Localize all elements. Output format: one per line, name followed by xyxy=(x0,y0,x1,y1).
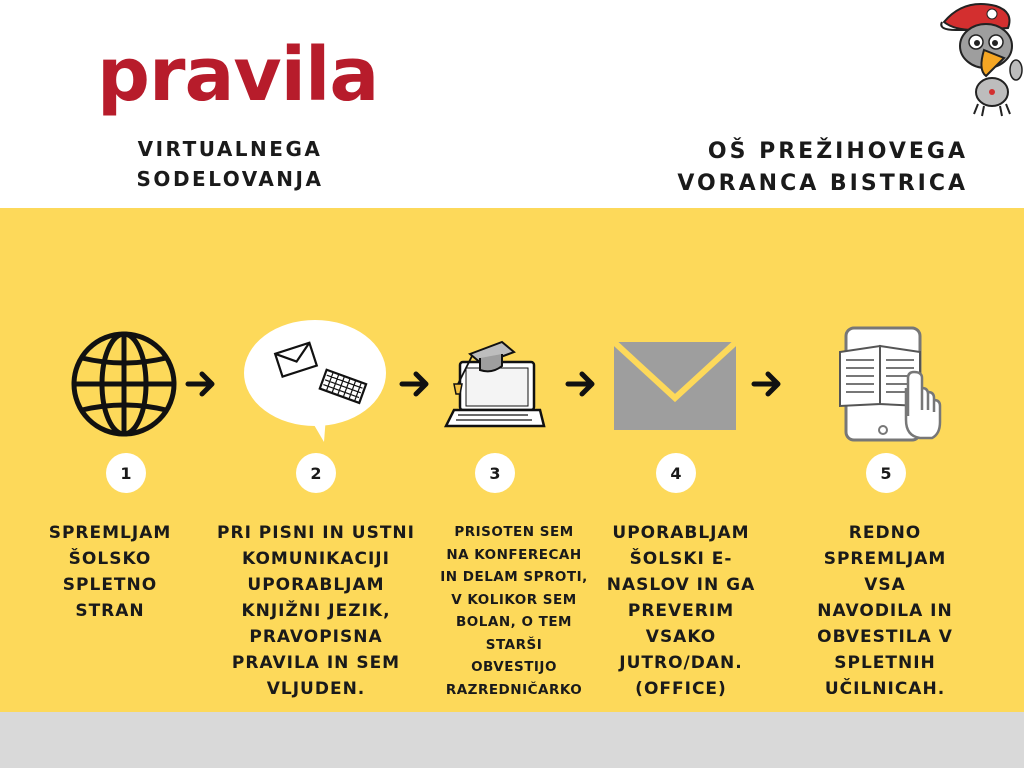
school-name xyxy=(677,136,968,200)
text-line: UPORABLJAM xyxy=(247,575,385,595)
text-line: STRAN xyxy=(75,601,145,621)
school-line-2: VORANCA BISTRICA xyxy=(677,171,968,196)
text-line: OBVESTILA V xyxy=(817,627,953,647)
text-line: VLJUDEN. xyxy=(266,679,366,699)
text-line: JUTRO/DAN. xyxy=(619,653,743,673)
tablet-book-hand-icon xyxy=(836,326,942,442)
text-line: OBVESTIJO xyxy=(471,659,557,675)
text-line: UČILNICAH. xyxy=(824,679,946,699)
arrow-right-icon xyxy=(184,370,218,398)
text-line: V KOLIKOR SEM xyxy=(451,591,577,608)
step-number-4: 4 xyxy=(656,453,696,493)
text-line: STARŠI xyxy=(485,636,543,653)
text-line: PRAVILA IN SEM xyxy=(231,653,401,673)
text-line: NASLOV IN GA xyxy=(606,575,756,595)
subtitle-line-2: SODELOVANJA xyxy=(136,167,324,191)
page-subtitle xyxy=(112,134,348,194)
step-text-2 xyxy=(212,520,420,702)
step-text-1 xyxy=(40,520,180,624)
footer-band xyxy=(0,712,1024,768)
step-number-5: 5 xyxy=(866,453,906,493)
step-number-3: 3 xyxy=(475,453,515,493)
text-line: NAVODILA IN xyxy=(817,601,953,621)
header xyxy=(0,0,1024,208)
arrow-right-icon xyxy=(564,370,598,398)
text-line: SPLETNIH xyxy=(834,653,936,673)
text-line: PRAVOPISNA xyxy=(249,627,383,647)
globe-icon xyxy=(70,330,178,438)
speech-bubble-mail-keyboard-icon xyxy=(240,318,390,442)
text-line: UPORABLJAM xyxy=(612,523,750,543)
school-line-1: OŠ PREŽIHOVEGA xyxy=(707,139,968,164)
step-number-2: 2 xyxy=(296,453,336,493)
laptop-graduation-cap-icon xyxy=(440,332,546,430)
step-text-5 xyxy=(802,520,968,702)
text-line: KOMUNIKACIJI xyxy=(242,549,390,569)
step-number-1: 1 xyxy=(106,453,146,493)
text-line: (OFFICE) xyxy=(635,679,727,699)
text-line: IN DELAM SPROTI, xyxy=(440,569,588,585)
text-line: PRI PISNI IN USTNI xyxy=(217,523,415,543)
mascot-bird-icon xyxy=(934,0,1024,118)
text-line: SPREMLJAM xyxy=(823,549,947,569)
text-line: PREVERIM xyxy=(627,601,735,621)
text-line: PRISOTEN SEM xyxy=(454,524,574,540)
envelope-icon xyxy=(614,342,736,430)
text-line: SPREMLJAM xyxy=(48,523,172,543)
text-line: BOLAN, O TEM xyxy=(456,614,572,630)
step-text-4 xyxy=(598,520,764,702)
text-line: NA KONFERECAH xyxy=(446,546,582,563)
arrow-right-icon xyxy=(398,370,432,398)
text-line: SPLETNO xyxy=(62,575,158,595)
text-line: KNJIŽNI JEZIK, xyxy=(241,601,391,621)
text-line: VSAKO xyxy=(645,627,717,647)
text-line: REDNO xyxy=(848,523,922,543)
text-line: ŠOLSKO xyxy=(68,549,152,569)
subtitle-line-1: VIRTUALNEGA xyxy=(137,137,323,161)
text-line: ŠOLSKI E- xyxy=(629,549,733,569)
text-line: VSA xyxy=(864,575,906,595)
step-text-3 xyxy=(422,521,606,701)
page-title: pravila xyxy=(97,32,379,118)
text-line: RAZREDNIČARKO xyxy=(445,681,583,698)
arrow-right-icon xyxy=(750,370,784,398)
